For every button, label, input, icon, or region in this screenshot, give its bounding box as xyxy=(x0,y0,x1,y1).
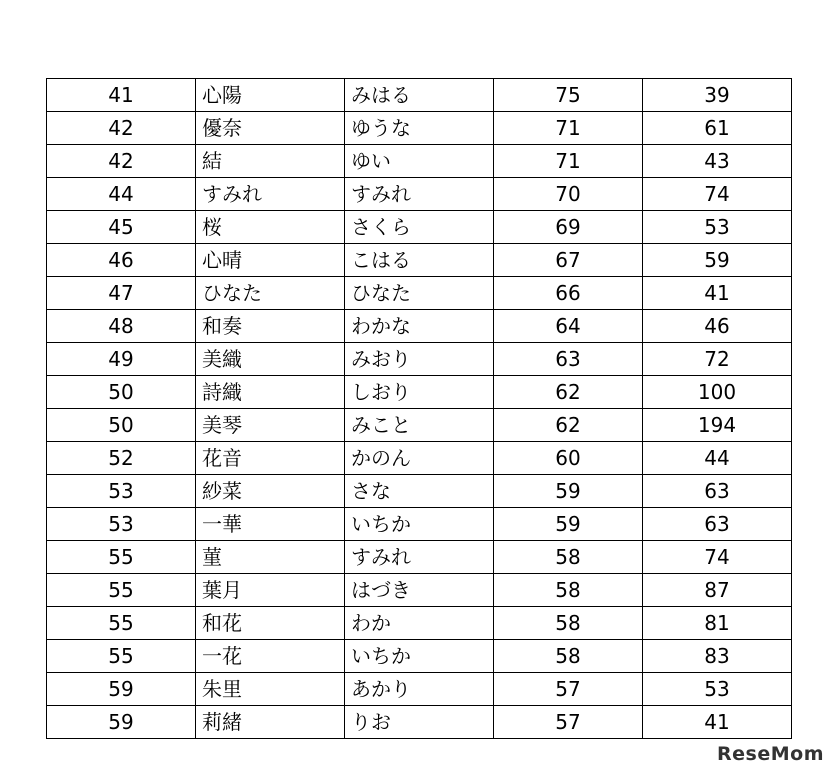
name-ranking-table xyxy=(46,78,792,739)
reading-cell: みはる xyxy=(345,79,494,112)
rank-cell: 55 xyxy=(47,574,196,607)
table-row xyxy=(47,112,792,145)
table-row xyxy=(47,574,792,607)
kanji-name-cell: 一華 xyxy=(196,508,345,541)
rank-cell: 48 xyxy=(47,310,196,343)
count-cell: 58 xyxy=(494,640,643,673)
prev-rank-cell: 39 xyxy=(643,79,792,112)
count-cell: 62 xyxy=(494,376,643,409)
kanji-name-cell: ひなた xyxy=(196,277,345,310)
prev-rank-cell: 53 xyxy=(643,211,792,244)
table-row xyxy=(47,706,792,739)
table-row xyxy=(47,475,792,508)
count-cell: 71 xyxy=(494,145,643,178)
rank-cell: 46 xyxy=(47,244,196,277)
table-row xyxy=(47,541,792,574)
prev-rank-cell: 72 xyxy=(643,343,792,376)
rank-cell: 47 xyxy=(47,277,196,310)
table-body xyxy=(47,79,792,739)
table-row xyxy=(47,409,792,442)
prev-rank-cell: 194 xyxy=(643,409,792,442)
reading-cell: こはる xyxy=(345,244,494,277)
count-cell: 63 xyxy=(494,343,643,376)
reading-cell: はづき xyxy=(345,574,494,607)
count-cell: 59 xyxy=(494,475,643,508)
kanji-name-cell: 花音 xyxy=(196,442,345,475)
rank-cell: 55 xyxy=(47,607,196,640)
rank-cell: 50 xyxy=(47,409,196,442)
rank-cell: 55 xyxy=(47,541,196,574)
count-cell: 58 xyxy=(494,574,643,607)
prev-rank-cell: 43 xyxy=(643,145,792,178)
reading-cell: あかり xyxy=(345,673,494,706)
rank-cell: 53 xyxy=(47,508,196,541)
count-cell: 67 xyxy=(494,244,643,277)
count-cell: 64 xyxy=(494,310,643,343)
table-row xyxy=(47,310,792,343)
count-cell: 57 xyxy=(494,706,643,739)
kanji-name-cell: 莉緒 xyxy=(196,706,345,739)
prev-rank-cell: 74 xyxy=(643,178,792,211)
prev-rank-cell: 46 xyxy=(643,310,792,343)
kanji-name-cell: 和奏 xyxy=(196,310,345,343)
rank-cell: 49 xyxy=(47,343,196,376)
reading-cell: ゆうな xyxy=(345,112,494,145)
kanji-name-cell: 一花 xyxy=(196,640,345,673)
reading-cell: いちか xyxy=(345,640,494,673)
kanji-name-cell: 心晴 xyxy=(196,244,345,277)
reading-cell: みおり xyxy=(345,343,494,376)
prev-rank-cell: 44 xyxy=(643,442,792,475)
kanji-name-cell: 紗菜 xyxy=(196,475,345,508)
reading-cell: さくら xyxy=(345,211,494,244)
reading-cell: しおり xyxy=(345,376,494,409)
count-cell: 58 xyxy=(494,607,643,640)
prev-rank-cell: 41 xyxy=(643,706,792,739)
count-cell: 70 xyxy=(494,178,643,211)
prev-rank-cell: 100 xyxy=(643,376,792,409)
rank-cell: 41 xyxy=(47,79,196,112)
count-cell: 66 xyxy=(494,277,643,310)
reading-cell: ひなた xyxy=(345,277,494,310)
count-cell: 62 xyxy=(494,409,643,442)
rank-cell: 59 xyxy=(47,706,196,739)
table-row xyxy=(47,343,792,376)
table-row xyxy=(47,145,792,178)
kanji-name-cell: 和花 xyxy=(196,607,345,640)
reading-cell: かのん xyxy=(345,442,494,475)
kanji-name-cell: 心陽 xyxy=(196,79,345,112)
kanji-name-cell: 優奈 xyxy=(196,112,345,145)
count-cell: 69 xyxy=(494,211,643,244)
kanji-name-cell: すみれ xyxy=(196,178,345,211)
reading-cell: わかな xyxy=(345,310,494,343)
prev-rank-cell: 63 xyxy=(643,475,792,508)
prev-rank-cell: 53 xyxy=(643,673,792,706)
resemom-logo: ReseMom xyxy=(717,743,824,765)
rank-cell: 50 xyxy=(47,376,196,409)
prev-rank-cell: 81 xyxy=(643,607,792,640)
rank-cell: 59 xyxy=(47,673,196,706)
table-row xyxy=(47,244,792,277)
table-row xyxy=(47,79,792,112)
count-cell: 75 xyxy=(494,79,643,112)
kanji-name-cell: 桜 xyxy=(196,211,345,244)
count-cell: 57 xyxy=(494,673,643,706)
kanji-name-cell: 美琴 xyxy=(196,409,345,442)
kanji-name-cell: 葉月 xyxy=(196,574,345,607)
table-row xyxy=(47,607,792,640)
count-cell: 71 xyxy=(494,112,643,145)
prev-rank-cell: 87 xyxy=(643,574,792,607)
table-row xyxy=(47,640,792,673)
prev-rank-cell: 83 xyxy=(643,640,792,673)
kanji-name-cell: 結 xyxy=(196,145,345,178)
prev-rank-cell: 59 xyxy=(643,244,792,277)
reading-cell: さな xyxy=(345,475,494,508)
kanji-name-cell: 菫 xyxy=(196,541,345,574)
reading-cell: すみれ xyxy=(345,541,494,574)
rank-cell: 44 xyxy=(47,178,196,211)
kanji-name-cell: 美織 xyxy=(196,343,345,376)
kanji-name-cell: 朱里 xyxy=(196,673,345,706)
prev-rank-cell: 74 xyxy=(643,541,792,574)
rank-cell: 52 xyxy=(47,442,196,475)
count-cell: 58 xyxy=(494,541,643,574)
reading-cell: すみれ xyxy=(345,178,494,211)
count-cell: 59 xyxy=(494,508,643,541)
prev-rank-cell: 63 xyxy=(643,508,792,541)
table-row xyxy=(47,442,792,475)
table-row xyxy=(47,673,792,706)
kanji-name-cell: 詩織 xyxy=(196,376,345,409)
reading-cell: りお xyxy=(345,706,494,739)
table-row xyxy=(47,508,792,541)
table-row xyxy=(47,277,792,310)
table-row xyxy=(47,211,792,244)
table-row xyxy=(47,376,792,409)
reading-cell: いちか xyxy=(345,508,494,541)
table-row xyxy=(47,178,792,211)
reading-cell: ゆい xyxy=(345,145,494,178)
rank-cell: 55 xyxy=(47,640,196,673)
rank-cell: 42 xyxy=(47,145,196,178)
reading-cell: みこと xyxy=(345,409,494,442)
rank-cell: 53 xyxy=(47,475,196,508)
rank-cell: 45 xyxy=(47,211,196,244)
reading-cell: わか xyxy=(345,607,494,640)
count-cell: 60 xyxy=(494,442,643,475)
prev-rank-cell: 61 xyxy=(643,112,792,145)
rank-cell: 42 xyxy=(47,112,196,145)
prev-rank-cell: 41 xyxy=(643,277,792,310)
